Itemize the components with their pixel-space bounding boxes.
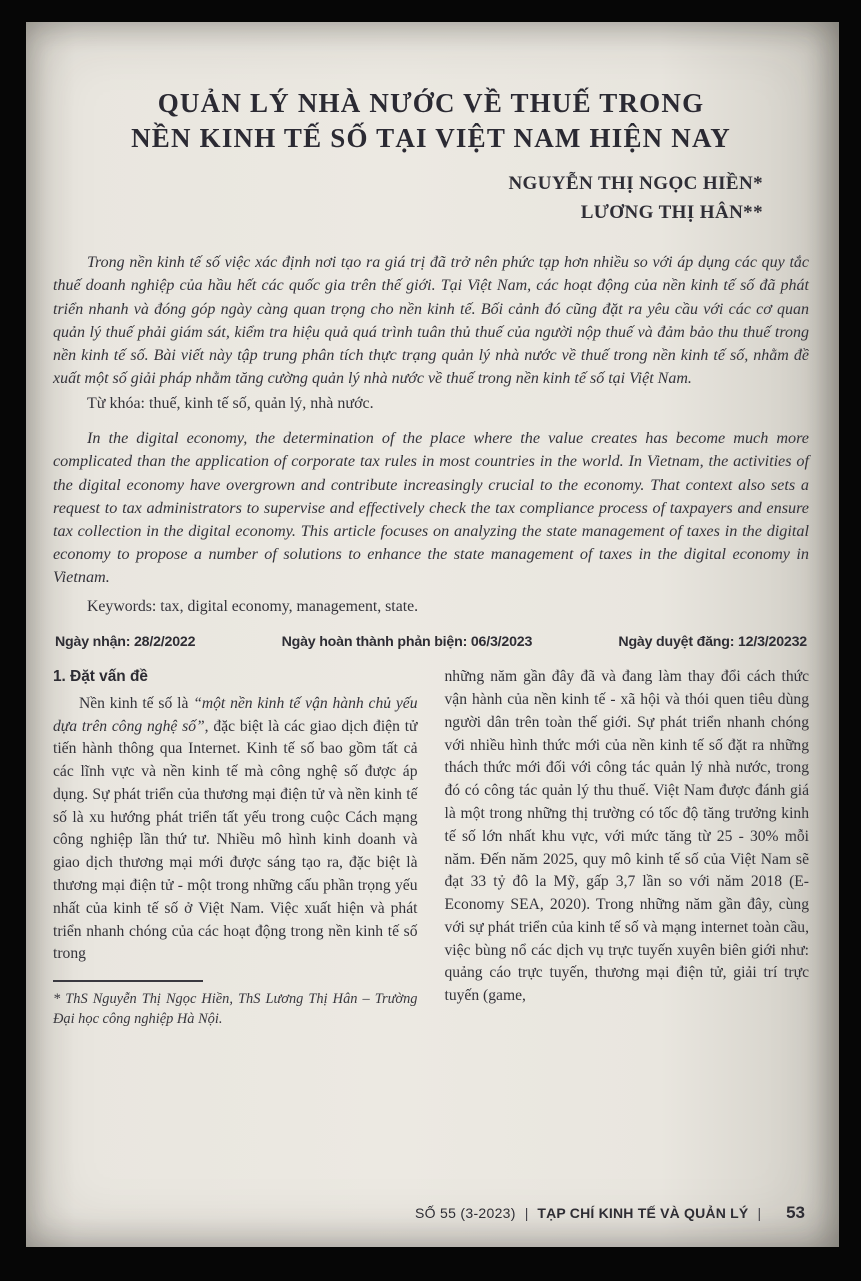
authors-block <box>53 170 809 227</box>
left-column <box>53 666 418 1029</box>
footer-separator-2: | <box>757 1205 762 1221</box>
journal-page <box>26 22 839 1247</box>
right-column <box>445 666 810 1007</box>
section-heading-1: 1. Đặt vấn đề <box>53 668 148 686</box>
article-dates-row <box>53 634 809 650</box>
keywords-english: Keywords: tax, digital economy, management, state. <box>87 598 419 616</box>
right-column-paragraph: những năm gần đây đã và đang làm thay đổi cách thức vận hành của nền kinh tế - xã hội và thói quen tiêu dùng người dân trên toàn thế giới. Sự phát triển nhanh chóng với nhiều hình thức mới của nền kinh tế số đặt ra những thách thức mới đối với công tác quản lý nhà nước, trong đó có công tác quản lý thu thuế. Việt Nam được đánh giá là một trong những thị trường có tốc độ tăng trưởng kinh tế số lớn nhất khu vực, với mức tăng từ 25 - 30% mỗi năm. Đến năm 2025, quy mô kinh tế số của Việt Nam sẽ đạt 33 tỷ đô la Mỹ, gấp 3,7 lần so với năm 2018 (E-Economy SEA, 2020). Trong những năm gần đây, cùng với sự phát triển của kinh tế số và mạng internet toàn cầu, việc bùng nổ các dịch vụ trực tuyến xuyên biên giới như: quảng cáo trực tuyến, thương mại điện tử, giải trí trực tuyến (game, <box>444 668 809 1005</box>
author-name-1: NGUYỄN THỊ NGỌC HIỀN* <box>508 173 763 195</box>
date-received: Ngày nhận: 28/2/2022 <box>55 634 196 651</box>
inline-quotation: “một nền kinh tế vận hành chủ yếu dựa trên công nghệ số” <box>53 694 418 735</box>
left-column-paragraph <box>53 693 418 966</box>
footnote-separator-rule <box>53 980 203 982</box>
author-name-2: LƯƠNG THỊ HÂN** <box>580 201 763 223</box>
date-approved: Ngày duyệt đăng: 12/3/20232 <box>618 634 807 651</box>
paragraph-intro: Nền kinh tế số là <box>79 694 194 712</box>
keywords-vietnamese: Từ khóa: thuế, kinh tế số, quản lý, nhà nước. <box>87 395 374 413</box>
footer-issue-label: SỐ 55 (3-2023) <box>415 1205 516 1221</box>
page-footer <box>53 1203 809 1223</box>
paragraph-continuation: , đặc biệt là các giao dịch điện tử tiến hành thông qua Internet. Kinh tế số bao gồm tất cả các lĩnh vực và nền kinh tế mà công nghệ số được áp dụng. Sự phát triển của thương mại điện tử và nền kinh tế số là xu hướng phát triển tất yếu trong cuộc Cách mạng công nghiệp lần thứ tư. Nhiều mô hình kinh doanh và giao dịch thương mại mới được sáng tạo ra, đặc biệt là thương mại điện tử - một trong những cấu phần trọng yếu nhất của kinh tế số ở Việt Nam. Việc xuất hiện và phát triển nhanh chóng của các hoạt động trong nền kinh tế số trong <box>53 717 418 963</box>
article-title-line1: QUẢN LÝ NHÀ NƯỚC VỀ THUẾ TRONG <box>157 88 705 118</box>
abstract-english: In the digital economy, the determination of the place where the value creates has become much more complicated than the application of corporate tax rules in most countries in the world. In Vietnam, the activities of the digital economy have overgrown and contribute increasingly crucial to the economy. That context also sets a request to tax administrators to supervise and effectively check the tax compliance process of taxpayers and ensure tax collection in the digital economy. This article focuses on analyzing the state management of taxes in the digital economy to propose a number of solutions to enhance the state management of taxes in the digital economy in Vietnam. <box>53 429 809 587</box>
date-review-completed: Ngày hoàn thành phản biện: 06/3/2023 <box>281 634 533 651</box>
footer-journal-name: TẠP CHÍ KINH TẾ VÀ QUẢN LÝ <box>537 1205 749 1221</box>
abstract-vietnamese: Trong nền kinh tế số việc xác định nơi tạo ra giá trị đã trở nên phức tạp hơn nhiều so với áp dụng các quy tắc thuế doanh nghiệp của hầu hết các quốc gia trên thế giới. Tại Việt Nam, các hoạt động của nền kinh tế số đã phát triển nhanh và đóng góp ngày càng quan trọng cho nền kinh tế. Bối cảnh đó cũng đặt ra yêu cầu với các cơ quan quản lý thuế phải giám sát, kiểm tra hiệu quả quá trình tuân thủ thuế của người nộp thuế và đảm bảo thu thuế trong nền kinh tế số. Bài viết này tập trung phân tích thực trạng quản lý nhà nước về thuế trong nền kinh tế số, nhằm đề xuất một số giải pháp nhằm tăng cường quản lý nhà nước về thuế trong nền kinh tế số tại Việt Nam. <box>53 254 809 388</box>
author-footnote: * ThS Nguyễn Thị Ngọc Hiền, ThS Lương Thị Hân – Trường Đại học công nghiệp Hà Nội. <box>53 991 418 1028</box>
footer-page-number: 53 <box>786 1203 805 1222</box>
article-title-line2: NỀN KINH TẾ SỐ TẠI VIỆT NAM HIỆN NAY <box>131 123 731 154</box>
footer-separator-1: | <box>524 1205 529 1221</box>
article-title <box>53 86 809 156</box>
two-column-body <box>53 666 809 1203</box>
